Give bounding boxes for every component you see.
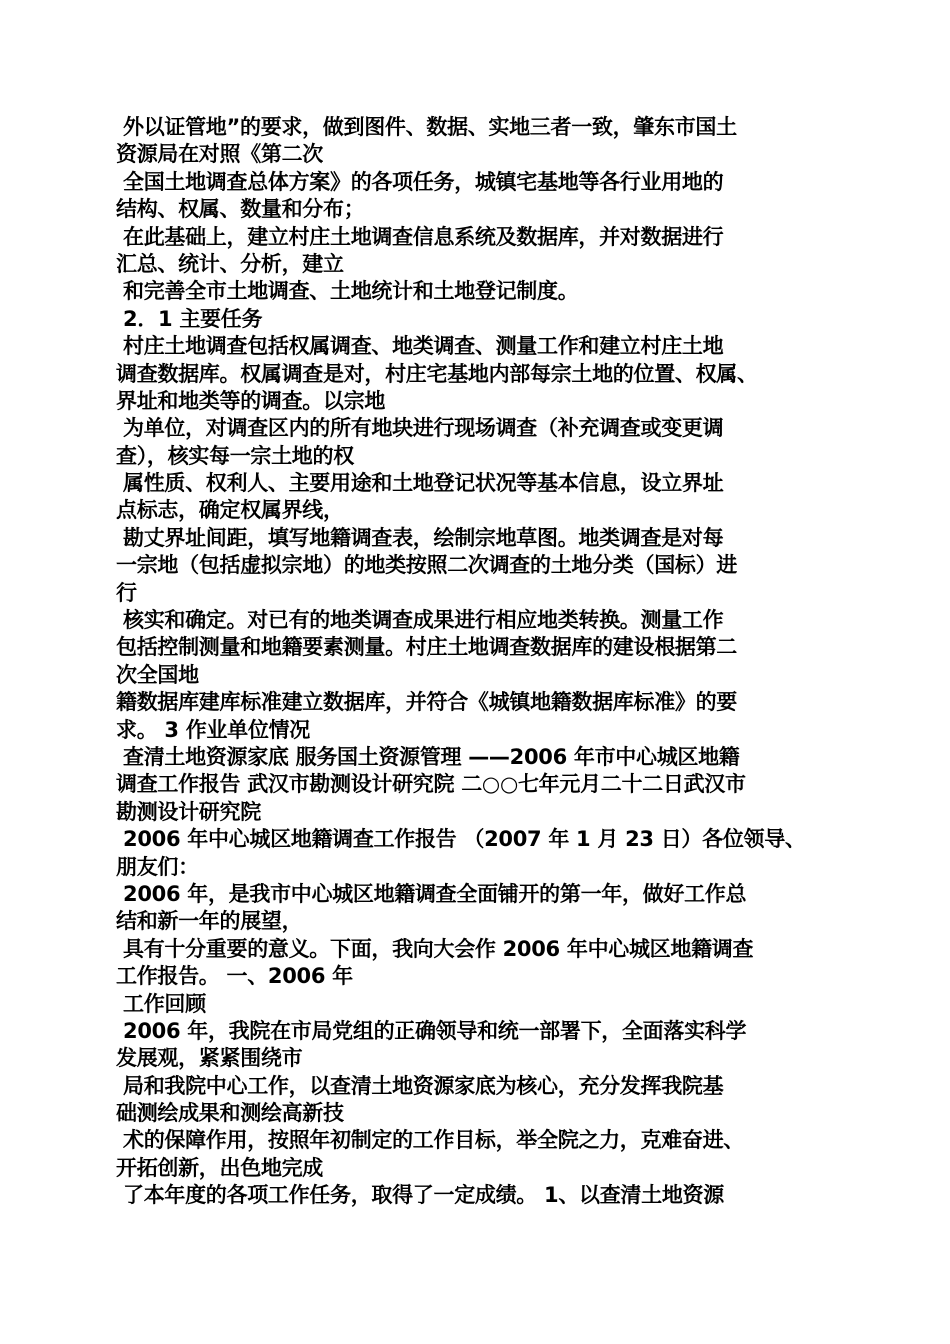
- text-line: 2006 年，是我市中心城区地籍调查全面铺开的第一年，做好工作总: [116, 881, 747, 906]
- text-line: 一宗地（包括虚拟宗地）的地类按照二次调查的土地分类（国标）进: [116, 553, 737, 578]
- text-line: 结和新一年的展望，: [116, 909, 303, 934]
- text-line: 全国土地调查总体方案》的各项任务，城镇宅基地等各行业用地的: [116, 169, 724, 194]
- text-line: 村庄土地调查包括权属调查、地类调查、测量工作和建立村庄土地: [116, 334, 724, 359]
- text-line: 结构、权属、数量和分布；: [116, 197, 365, 222]
- document-body: [116, 114, 846, 1210]
- text-line: 2006 年，我院在市局党组的正确领导和统一部署下，全面落实科学: [116, 1018, 747, 1043]
- text-line: 调查工作报告 武汉市勘测设计研究院 二○○七年元月二十二日武汉市: [116, 772, 746, 797]
- text-line: 核实和确定。对已有的地类调查成果进行相应地类转换。测量工作: [116, 608, 724, 633]
- text-line: 具有十分重要的意义。下面，我向大会作 2006 年中心城区地籍调查: [116, 936, 754, 961]
- text-line: 界址和地类等的调查。以宗地: [116, 388, 386, 413]
- text-line: 查），核实每一宗土地的权: [116, 443, 354, 468]
- text-line: 行: [116, 580, 137, 605]
- text-line: 工作回顾: [116, 991, 206, 1016]
- text-line: 术的保障作用，按照年初制定的工作目标，举全院之力，克难奋进、: [116, 1128, 745, 1153]
- text-line: 汇总、统计、分析，建立: [116, 251, 344, 276]
- text-line: 础测绘成果和测绘高新技: [116, 1101, 344, 1126]
- text-line: 在此基础上，建立村庄土地调查信息系统及数据库，并对数据进行: [116, 224, 724, 249]
- text-line: 了本年度的各项工作任务，取得了一定成绩。 1、以查清土地资源: [116, 1183, 724, 1208]
- text-line: 次全国地: [116, 662, 199, 687]
- text-line: 点标志，确定权属界线，: [116, 498, 344, 523]
- text-line: 籍数据库建库标准建立数据库，并符合《城镇地籍数据库标准》的要: [116, 690, 737, 715]
- text-line: 外以证管地”的要求，做到图件、数据、实地三者一致，肇东市国土: [116, 115, 737, 139]
- text-line: 2006 年中心城区地籍调查工作报告 （2007 年 1 月 23 日）各位领导、: [116, 827, 806, 852]
- text-line: 朋友们：: [116, 854, 199, 879]
- text-line: 工作报告。 一、2006 年: [116, 964, 353, 989]
- text-line: 发展观，紧紧围绕市: [116, 1046, 303, 1071]
- text-line: 包括控制测量和地籍要素测量。村庄土地调查数据库的建设根据第二: [116, 635, 737, 660]
- text-line: 资源局在对照《第二次: [116, 142, 323, 167]
- text-line: 为单位，对调查区内的所有地块进行现场调查（补充调查或变更调: [116, 416, 724, 441]
- text-line: 开拓创新，出色地完成: [116, 1155, 323, 1180]
- text-line: 求。 3 作业单位情况: [116, 717, 310, 742]
- text-line: 属性质、权利人、主要用途和土地登记状况等基本信息，设立界址: [116, 471, 724, 496]
- text-line: 勘丈界址间距，填写地籍调查表，绘制宗地草图。地类调查是对每: [116, 525, 724, 550]
- text-line: 和完善全市土地调查、土地统计和土地登记制度。: [116, 279, 579, 304]
- section-heading: 2．1 主要任务: [116, 306, 263, 331]
- text-line: 勘测设计研究院: [116, 799, 261, 824]
- text-line: 查清土地资源家底 服务国土资源管理 ——2006 年市中心城区地籍: [116, 744, 740, 769]
- text-line: 调查数据库。权属调查是对，村庄宅基地内部每宗土地的位置、权属、: [116, 361, 758, 386]
- text-line: 局和我院中心工作，以查清土地资源家底为核心，充分发挥我院基: [116, 1073, 724, 1098]
